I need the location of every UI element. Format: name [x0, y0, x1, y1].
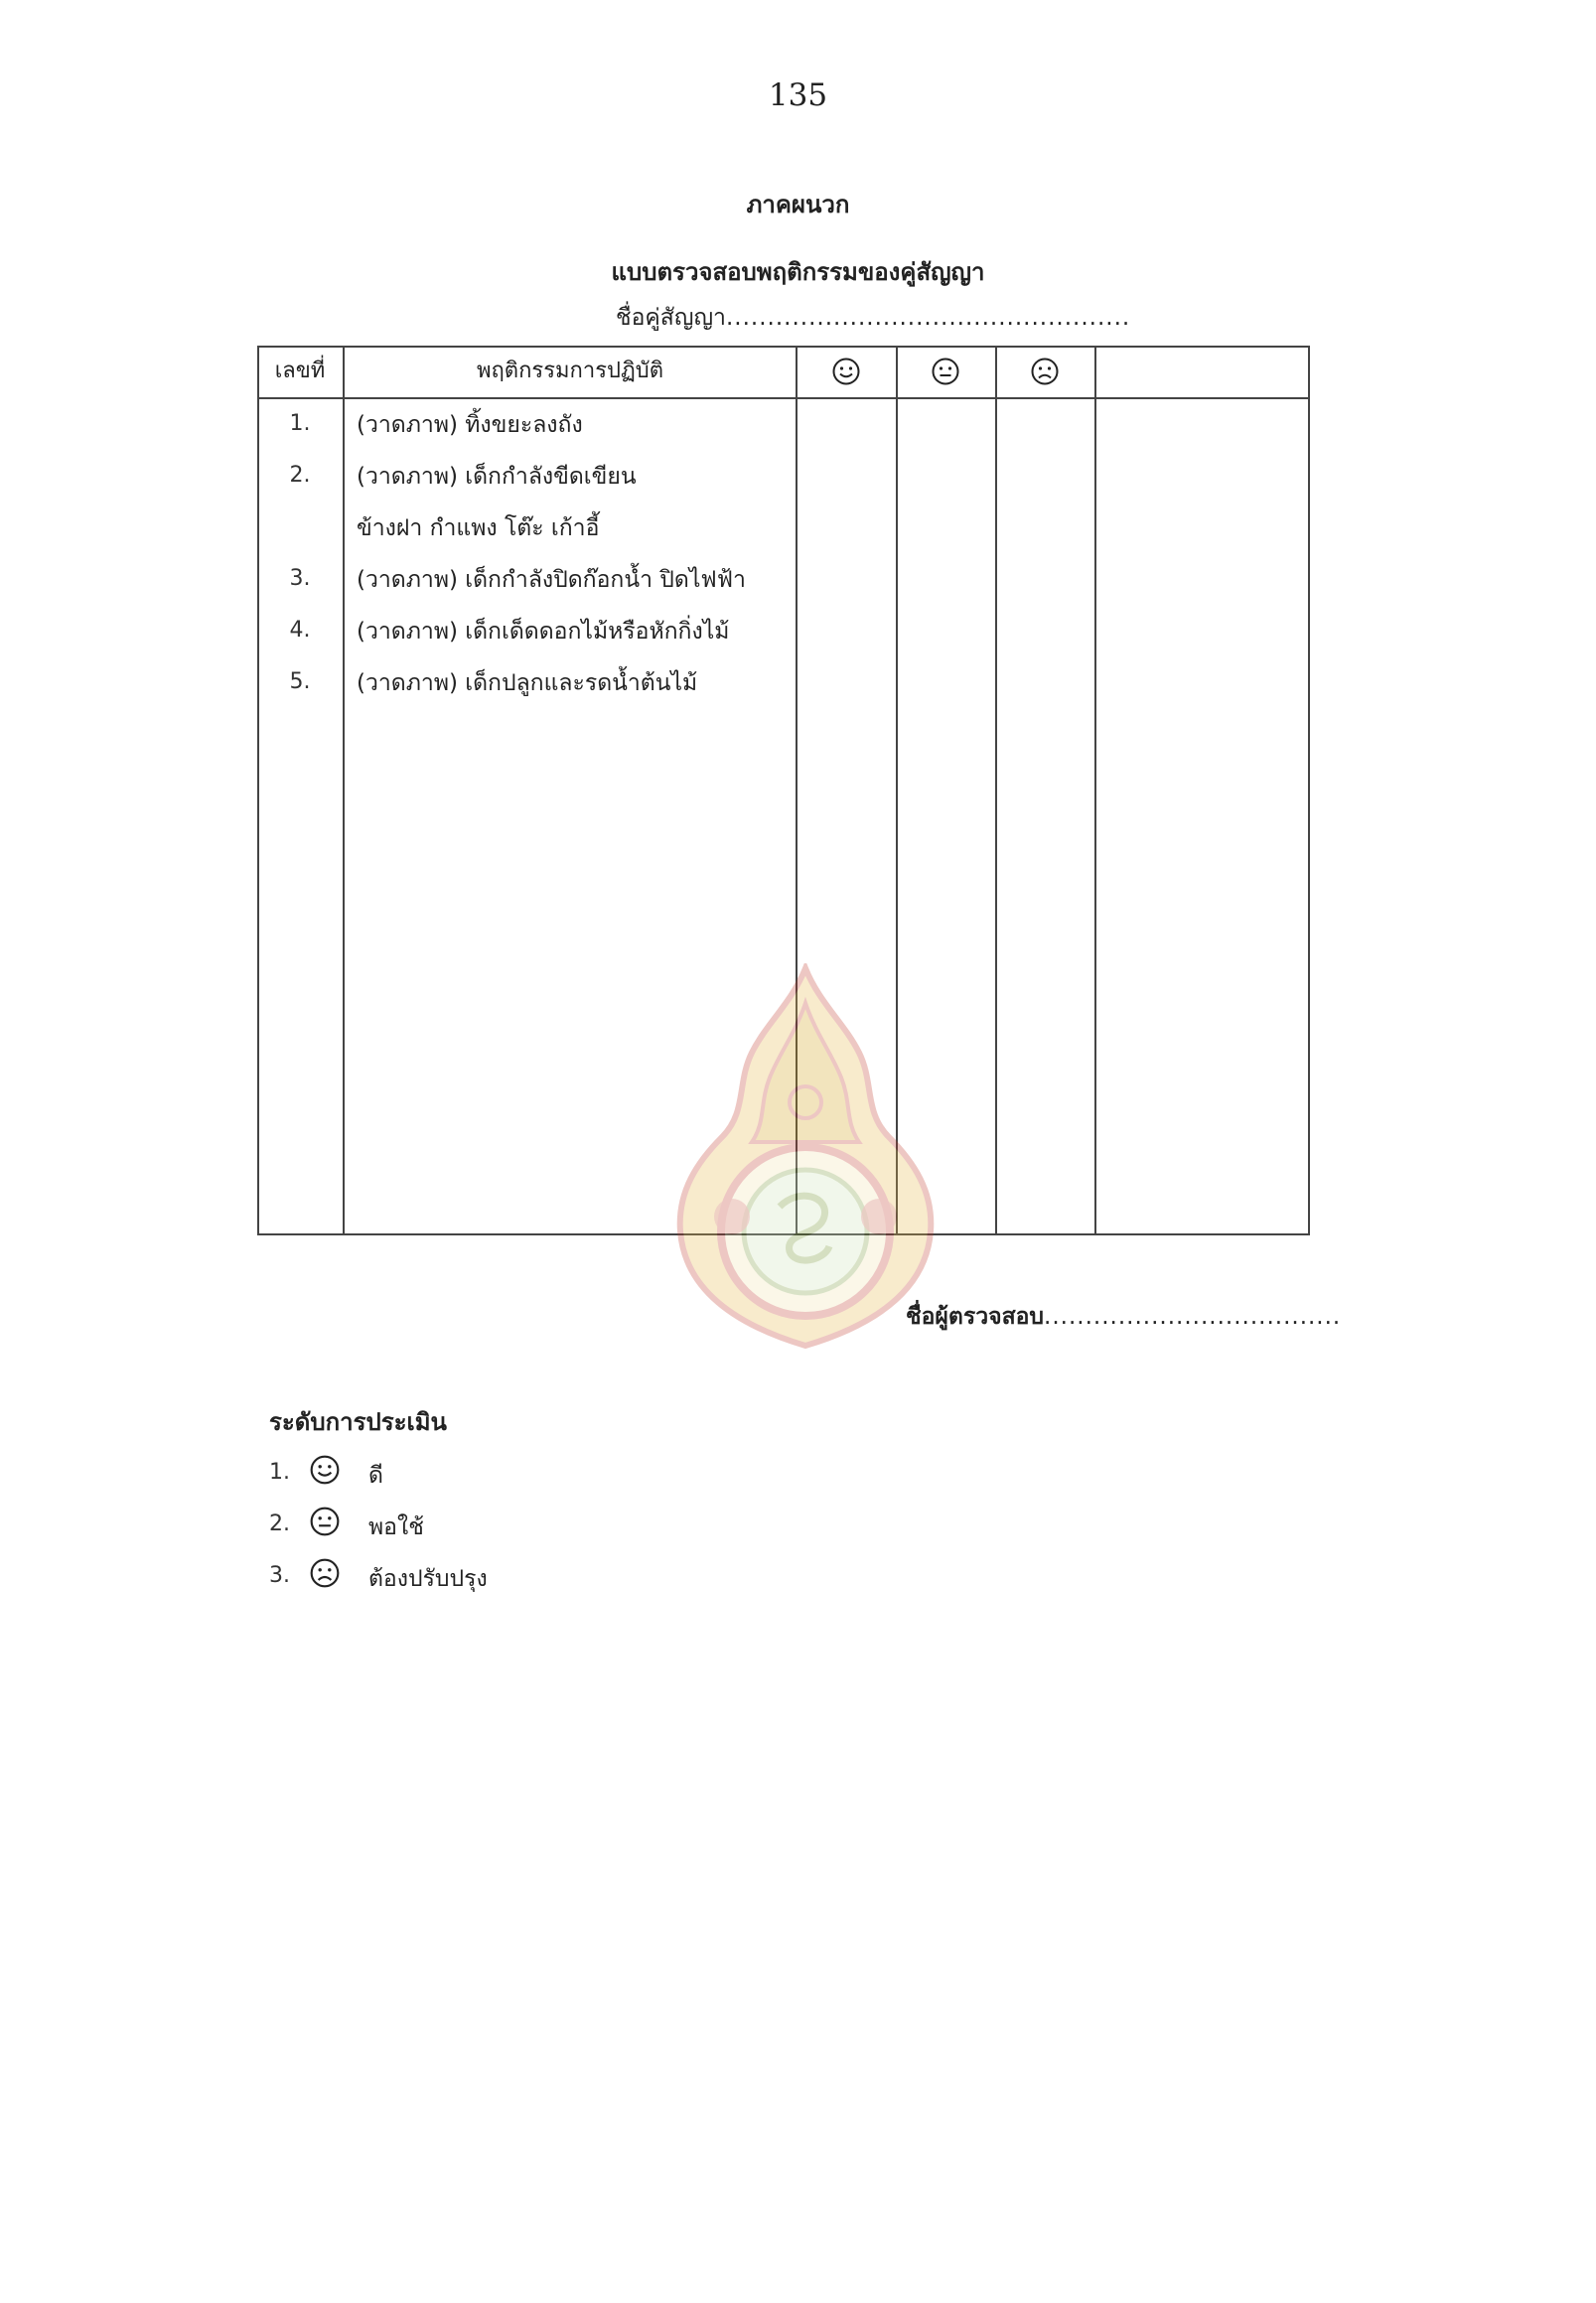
partner-name-line [616, 300, 1130, 336]
table-col-divider [1094, 346, 1096, 1235]
row-behavior-text: (วาดภาพ) เด็กกำลังปิดก๊อกน้ำ ปิดไฟฟ้า [357, 567, 746, 593]
inspector-name-field[interactable]: .................................... [1044, 1304, 1342, 1330]
neutral-face-icon [309, 1506, 341, 1537]
table-col-divider [343, 346, 345, 1235]
inspector-name-label: ชื่อผู้ตรวจสอบ [906, 1304, 1045, 1330]
row-behavior-text: (วาดภาพ) เด็กกำลังขีดเขียน [357, 464, 637, 490]
neutral-face-icon [931, 357, 960, 386]
row-number: 2. [289, 463, 311, 488]
inspector-name-line [906, 1299, 1341, 1335]
header-number: เลขที่ [274, 359, 326, 383]
row-behavior-text: (วาดภาพ) ทิ้งขยะลงถัง [357, 412, 583, 438]
evaluation-number: 1. [269, 1460, 290, 1485]
header-behavior: พฤติกรรมการปฏิบัติ [476, 359, 664, 383]
seal-watermark [660, 963, 950, 1351]
evaluation-label: ต้องปรับปรุง [368, 1566, 488, 1592]
form-title: แบบตรวจสอบพฤติกรรมของคู่สัญญา [611, 258, 985, 286]
page-number: 135 [768, 77, 828, 113]
smiley-face-icon [309, 1454, 341, 1486]
partner-name-field[interactable]: ................................................. [725, 305, 1131, 331]
row-behavior-text: ข้างฝา กำแพง โต๊ะ เก้าอี้ [357, 515, 600, 541]
sad-face-icon [1030, 357, 1060, 386]
section-title: ภาคผนวก [746, 191, 850, 218]
evaluation-number: 3. [269, 1563, 290, 1588]
table-border-right [1308, 346, 1310, 1235]
row-number: 3. [289, 566, 311, 591]
row-number: 5. [289, 669, 311, 694]
row-number: 4. [289, 618, 311, 643]
evaluation-label: พอใช้ [368, 1514, 424, 1540]
row-behavior-text: (วาดภาพ) เด็กเด็ดดอกไม้หรือหักกิ่งไม้ [357, 619, 730, 645]
sad-face-icon [309, 1557, 341, 1589]
row-number: 1. [289, 411, 311, 436]
partner-name-label: ชื่อคู่สัญญา [616, 305, 726, 331]
evaluation-label: ดี [368, 1463, 383, 1489]
smiley-face-icon [831, 357, 861, 386]
evaluation-number: 2. [269, 1511, 290, 1536]
evaluation-title: ระดับการประเมิน [269, 1408, 447, 1436]
row-behavior-text: (วาดภาพ) เด็กปลูกและรดน้ำต้นไม้ [357, 670, 698, 696]
